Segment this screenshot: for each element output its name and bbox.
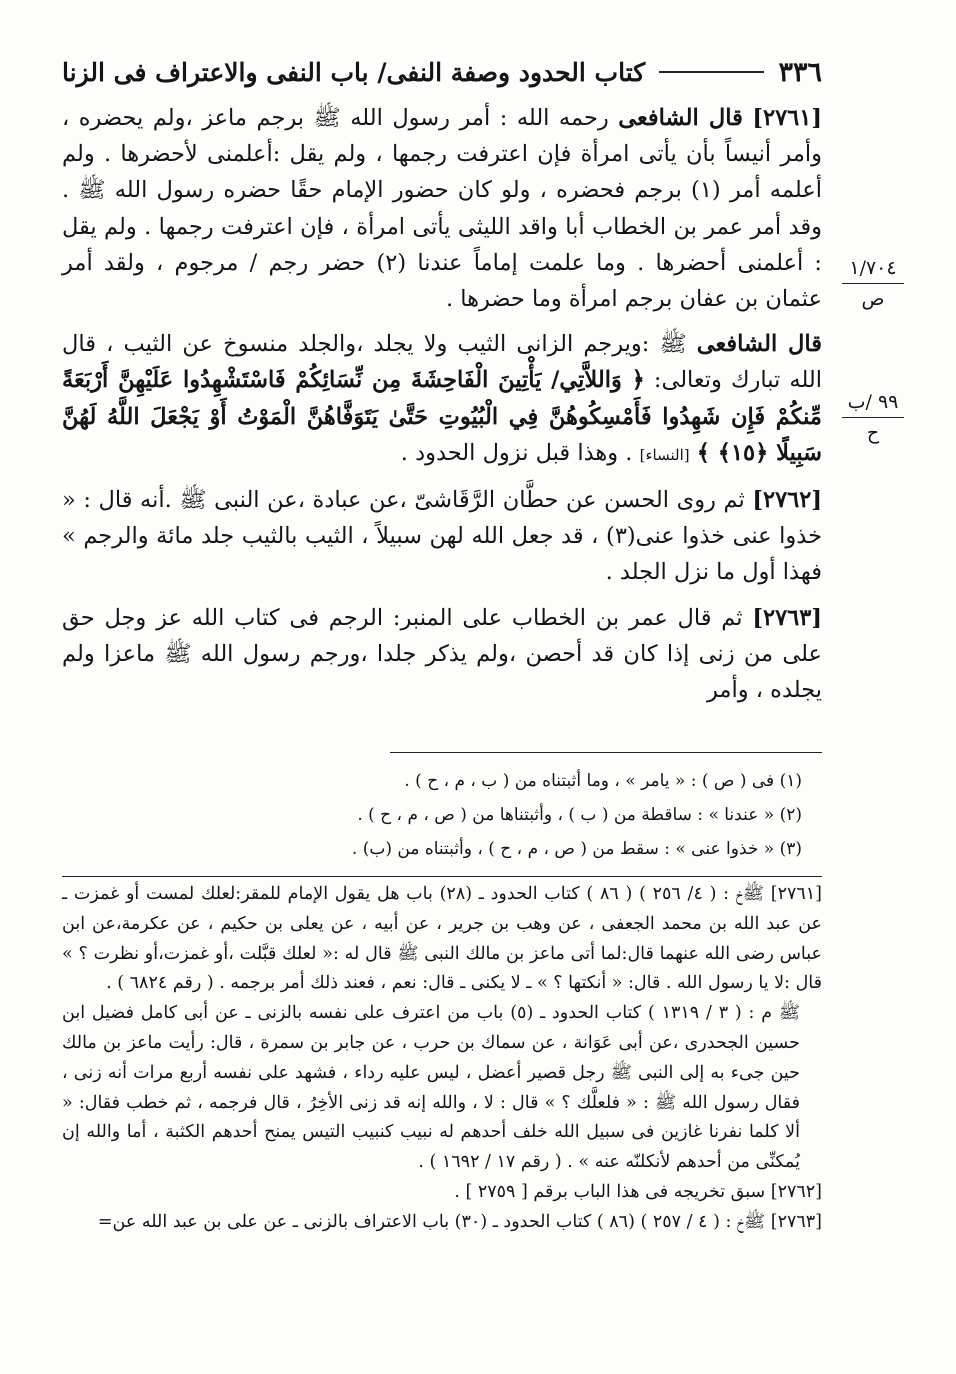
margin-note-ref: ٩٩ /ب: [847, 391, 899, 413]
speaker-label: قال الشافعى: [618, 105, 743, 131]
paragraph-shafii: [62, 326, 822, 473]
running-title: كتاب الحدود وصفة النفى/ باب النفى والاعتراف فى الزنا: [62, 57, 646, 87]
paragraph-2763: [62, 600, 822, 709]
footnotes: [62, 764, 802, 866]
margin-note-rule: [842, 283, 904, 284]
paragraph-text: ثم روى الحسن عن حطَّان الرَّقَاشىّ ،عن عبادة ،عن النبى ﷺ .أنه قال : « خذوا عنى خذوا عنى(٣) ، قد جعل الله لهن سبيلاً ، الثيب بالثيب جلد مائة والرجم » فهذا أول ما نزل الجلد .: [62, 487, 823, 586]
takhrij-2761-muslim: ﷺ م : ( ٣ / ١٣١٩ ) كتاب الحدود ـ (٥) باب من اعترف على نفسه بالزنى ـ عن أبى كامل فضيل ابن حسين الجحدرى ،عن أبى عَوَانة ، عن سماك بن حرب ، عن جابر بن سمرة ، قال: رأيت ماعز بن مالك حين جىء به إلى النبى ﷺ رجل قصير أعضل ، ليس عليه رداء ، فشهد على نفسه أربع مرات أنه زنى ، فقال رسول الله ﷺ : « فلعلَّك ؟ » قال : لا ، والله إنه قد زنى الأخِرُ ، قال فرجمه ، ثم خطب فقال: « ألا كلما نفرنا غازين فى سبيل الله خلف أحدهم له نبيب كنبيب التيس يمنح أحدهم الكثبة ، أما والله إن يُمكنِّى من أحدهم لأنكلنّه عنه » . ( رقم ١٧ / ١٦٩٢ ) .: [62, 1003, 800, 1173]
footnote-2: (٢) « عندنا » : ساقطة من ( ب ) ، وأثبتناها من ( ص ، م ، ح ) .: [357, 805, 802, 825]
margin-note-1: [838, 256, 908, 311]
footnote-1: (١) فى ( ص ) : « يامر » ، وما أثبتناه من ( ب ، م ، ح ) .: [404, 771, 802, 791]
footnote-3: (٣) « خذوا عنى » : سقط من ( ص ، م ، ح ) ، وأثبتناه من (ب) .: [351, 839, 802, 859]
takhrij-separator: [62, 876, 822, 877]
speaker-label: قال الشافعى: [696, 331, 822, 358]
hadith-number: [٢٧٦٣]: [752, 604, 823, 631]
paragraph-2761: [62, 100, 822, 317]
margin-note-rule: [842, 417, 904, 418]
paragraph-text-end: . وهذا قبل نزول الحدود .: [400, 439, 633, 466]
surah-reference: [النساء]: [639, 445, 690, 464]
takhrij-notes: [62, 880, 822, 1238]
takhrij-2763: [٢٧٦٣] ﷺخ : ( ٤ / ٢٥٧ ) (٨٦ ) كتاب الحدود ـ (٣٠) باب الاعتراف بالزنى ـ عن على بن عبد الله عن=: [97, 1211, 822, 1232]
paragraph-text: ثم قال عمر بن الخطاب على المنبر: الرجم فى كتاب الله عز وجل حق على من زنى إذا كان قد أحصن ،ولم يذكر جلدا ،ورجم رسول الله ﷺ ماعزا ولم يجلده ، وأمر: [62, 604, 822, 704]
page-header: [62, 52, 822, 92]
paragraph-2762: [62, 482, 822, 591]
page-number: ٣٣٦: [778, 56, 822, 88]
margin-note-siglum: ص: [861, 288, 885, 310]
margin-note-ref: ١/٧٠٤: [849, 257, 897, 279]
margin-note-2: [838, 390, 908, 445]
footnote-separator: [390, 752, 822, 753]
takhrij-2761-bukhari: [٢٧٦١] ﷺخ : ( ٤/ ٢٥٦ ) ( ٨٦ ) كتاب الحدود ـ (٢٨) باب هل يقول الإمام للمقر:لعلك لمست أو غمزت ـ عن عبد الله بن محمد الجعفى ، عن وهب بن جرير ، عن أبيه ، عن يعلى بن حكيم ، عن عكرمة،عن ابن عباس رضى الله عنهما قال:لما أتى ماعز بن مالك النبى ﷺ قال له :« لعلك قبَّلت ،أو غمزت،أو نظرت ؟ » قال :لا يا رسول الله . قال: « أنكتها ؟ » ـ لا يكنى ـ قال: نعم ، فعند ذلك أمر برجمه . ( رقم ٦٨٢٤ ) .: [62, 884, 822, 994]
hadith-number: [٢٧٦٢]: [752, 487, 822, 514]
paragraph-text: رحمه الله : أمر رسول الله ﷺ برجم ماعز ،ولم يحضره ، وأمر أنيساً بأن يأتى امرأة فإن اعترفت رجمها ، ولم يقل :أعلمنى لأحضرها . ولم أعلمه أمر (١) برجم فحضره ، ولو كان حضور الإمام حقًا حضره رسول الله ﷺ . وقد أمر عمر بن الخطاب أبا واقد الليثى يأتى امرأة ، فإن اعترفت رجمها . ولم يقل : أعلمنى أحضرها . وما علمت إماماً عندنا (٢) حضر رجم / مرجوم ، ولقد أمر عثمان بن عفان برجم امرأة وما حضرها .: [62, 105, 823, 313]
quran-verse: ﴿ وَاللاَّتِي/ يَأْتِينَ الْفَاحِشَةَ مِن نِّسَائِكُمْ فَاسْتَشْهِدُوا عَلَيْهِنَّ أَرْبَعَةً مِّنكُمْ فَإِن شَهِدُوا فَأَمْسِكُوهُنَّ فِي الْبُيُوتِ حَتَّىٰ يَتَوَفَّاهُنَّ الْمَوْتُ أَوْ يَجْعَلَ اللَّهُ لَهُنَّ سَبِيلًا ﴿١٥﴾ ﴾: [62, 367, 822, 466]
header-rule: [659, 71, 764, 73]
margin-note-siglum: ح: [866, 422, 880, 444]
main-text: [62, 100, 822, 717]
takhrij-2762: [٢٧٦٢] سبق تخريجه فى هذا الباب برقم [ ٢٧٥٩ ] .: [454, 1181, 822, 1202]
paragraph-text: ﷺ :ويرجم الزانى الثيب ولا يجلد ،والجلد منسوخ عن الثيب ، قال الله تبارك وتعالى:: [62, 331, 822, 394]
hadith-number: [٢٧٦١]: [752, 105, 823, 131]
